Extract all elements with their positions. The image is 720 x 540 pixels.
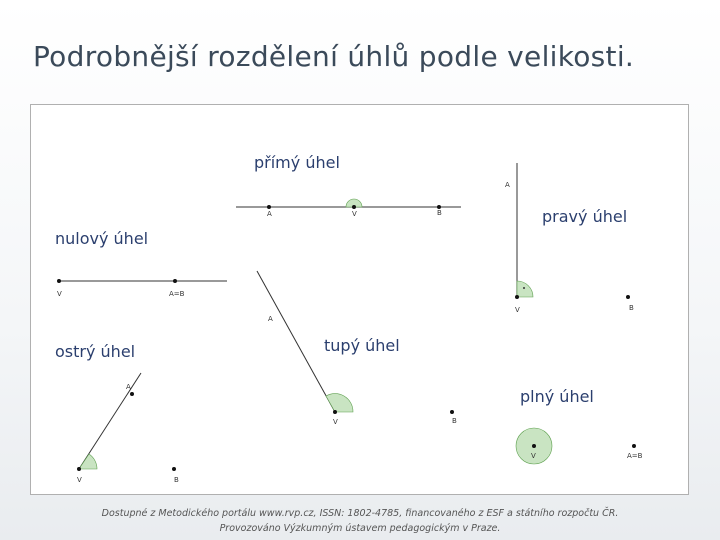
acute-angle-point-a	[130, 392, 134, 396]
caption-zero-angle: nulový úhel	[55, 229, 149, 248]
full-angle-label-ab: A=B	[627, 452, 643, 460]
credit-line-1: Dostupné z Metodického portálu www.rvp.cz, ISSN: 1802-4785, financovaného z ESF a státního rozpočtu ČR.	[101, 508, 619, 519]
right-angle-dot-mark	[523, 287, 525, 289]
acute-angle-point-b	[172, 467, 176, 471]
full-angle-point-ab	[632, 444, 636, 448]
caption-right-angle: pravý úhel	[542, 207, 628, 226]
zero-angle-label-ab: A=B	[169, 290, 185, 298]
zero-angle-point-ab	[173, 279, 177, 283]
right-angle-vertex	[515, 295, 519, 299]
right-angle-arc	[517, 281, 533, 297]
right-angle-point-b	[626, 295, 630, 299]
acute-angle-label-a: A	[126, 383, 131, 391]
caption-obtuse-angle: tupý úhel	[324, 336, 400, 355]
obtuse-angle-label-v: V	[333, 418, 338, 426]
acute-angle-diagram	[77, 373, 179, 484]
acute-angle-vertex	[77, 467, 81, 471]
zero-angle-diagram	[57, 279, 227, 298]
obtuse-angle-arc	[326, 394, 353, 412]
slide-title: Podrobnější rozdělení úhlů podle velikosti.	[33, 40, 635, 73]
full-angle-label-v: V	[531, 452, 536, 460]
obtuse-angle-label-b: B	[452, 417, 457, 425]
caption-acute-angle: ostrý úhel	[55, 342, 136, 361]
right-angle-label-a: A	[505, 181, 510, 189]
obtuse-angle-label-a: A	[268, 315, 273, 323]
full-angle-diagram	[516, 428, 643, 464]
acute-angle-label-b: B	[174, 476, 179, 484]
obtuse-angle-vertex	[333, 410, 337, 414]
straight-angle-label-v: V	[352, 210, 357, 218]
full-angle-vertex	[532, 444, 536, 448]
caption-full-angle: plný úhel	[520, 387, 594, 406]
straight-angle-label-a: A	[267, 210, 272, 218]
obtuse-angle-point-b	[450, 410, 454, 414]
acute-angle-arc	[79, 454, 97, 469]
straight-angle-vertex	[352, 205, 356, 209]
angle-figure-panel	[30, 104, 689, 495]
zero-angle-vertex	[57, 279, 61, 283]
caption-straight-angle: přímý úhel	[254, 153, 340, 172]
right-angle-diagram	[505, 163, 634, 314]
right-angle-label-v: V	[515, 306, 520, 314]
straight-angle-diagram	[236, 199, 461, 218]
acute-angle-label-v: V	[77, 476, 82, 484]
straight-angle-point-a	[267, 205, 271, 209]
angle-figure	[31, 105, 690, 496]
zero-angle-label-v: V	[57, 290, 62, 298]
right-angle-label-b: B	[629, 304, 634, 312]
straight-angle-label-b: B	[437, 209, 442, 217]
credit-line-2: Provozováno Výzkumným ústavem pedagogickým v Praze.	[219, 523, 501, 534]
